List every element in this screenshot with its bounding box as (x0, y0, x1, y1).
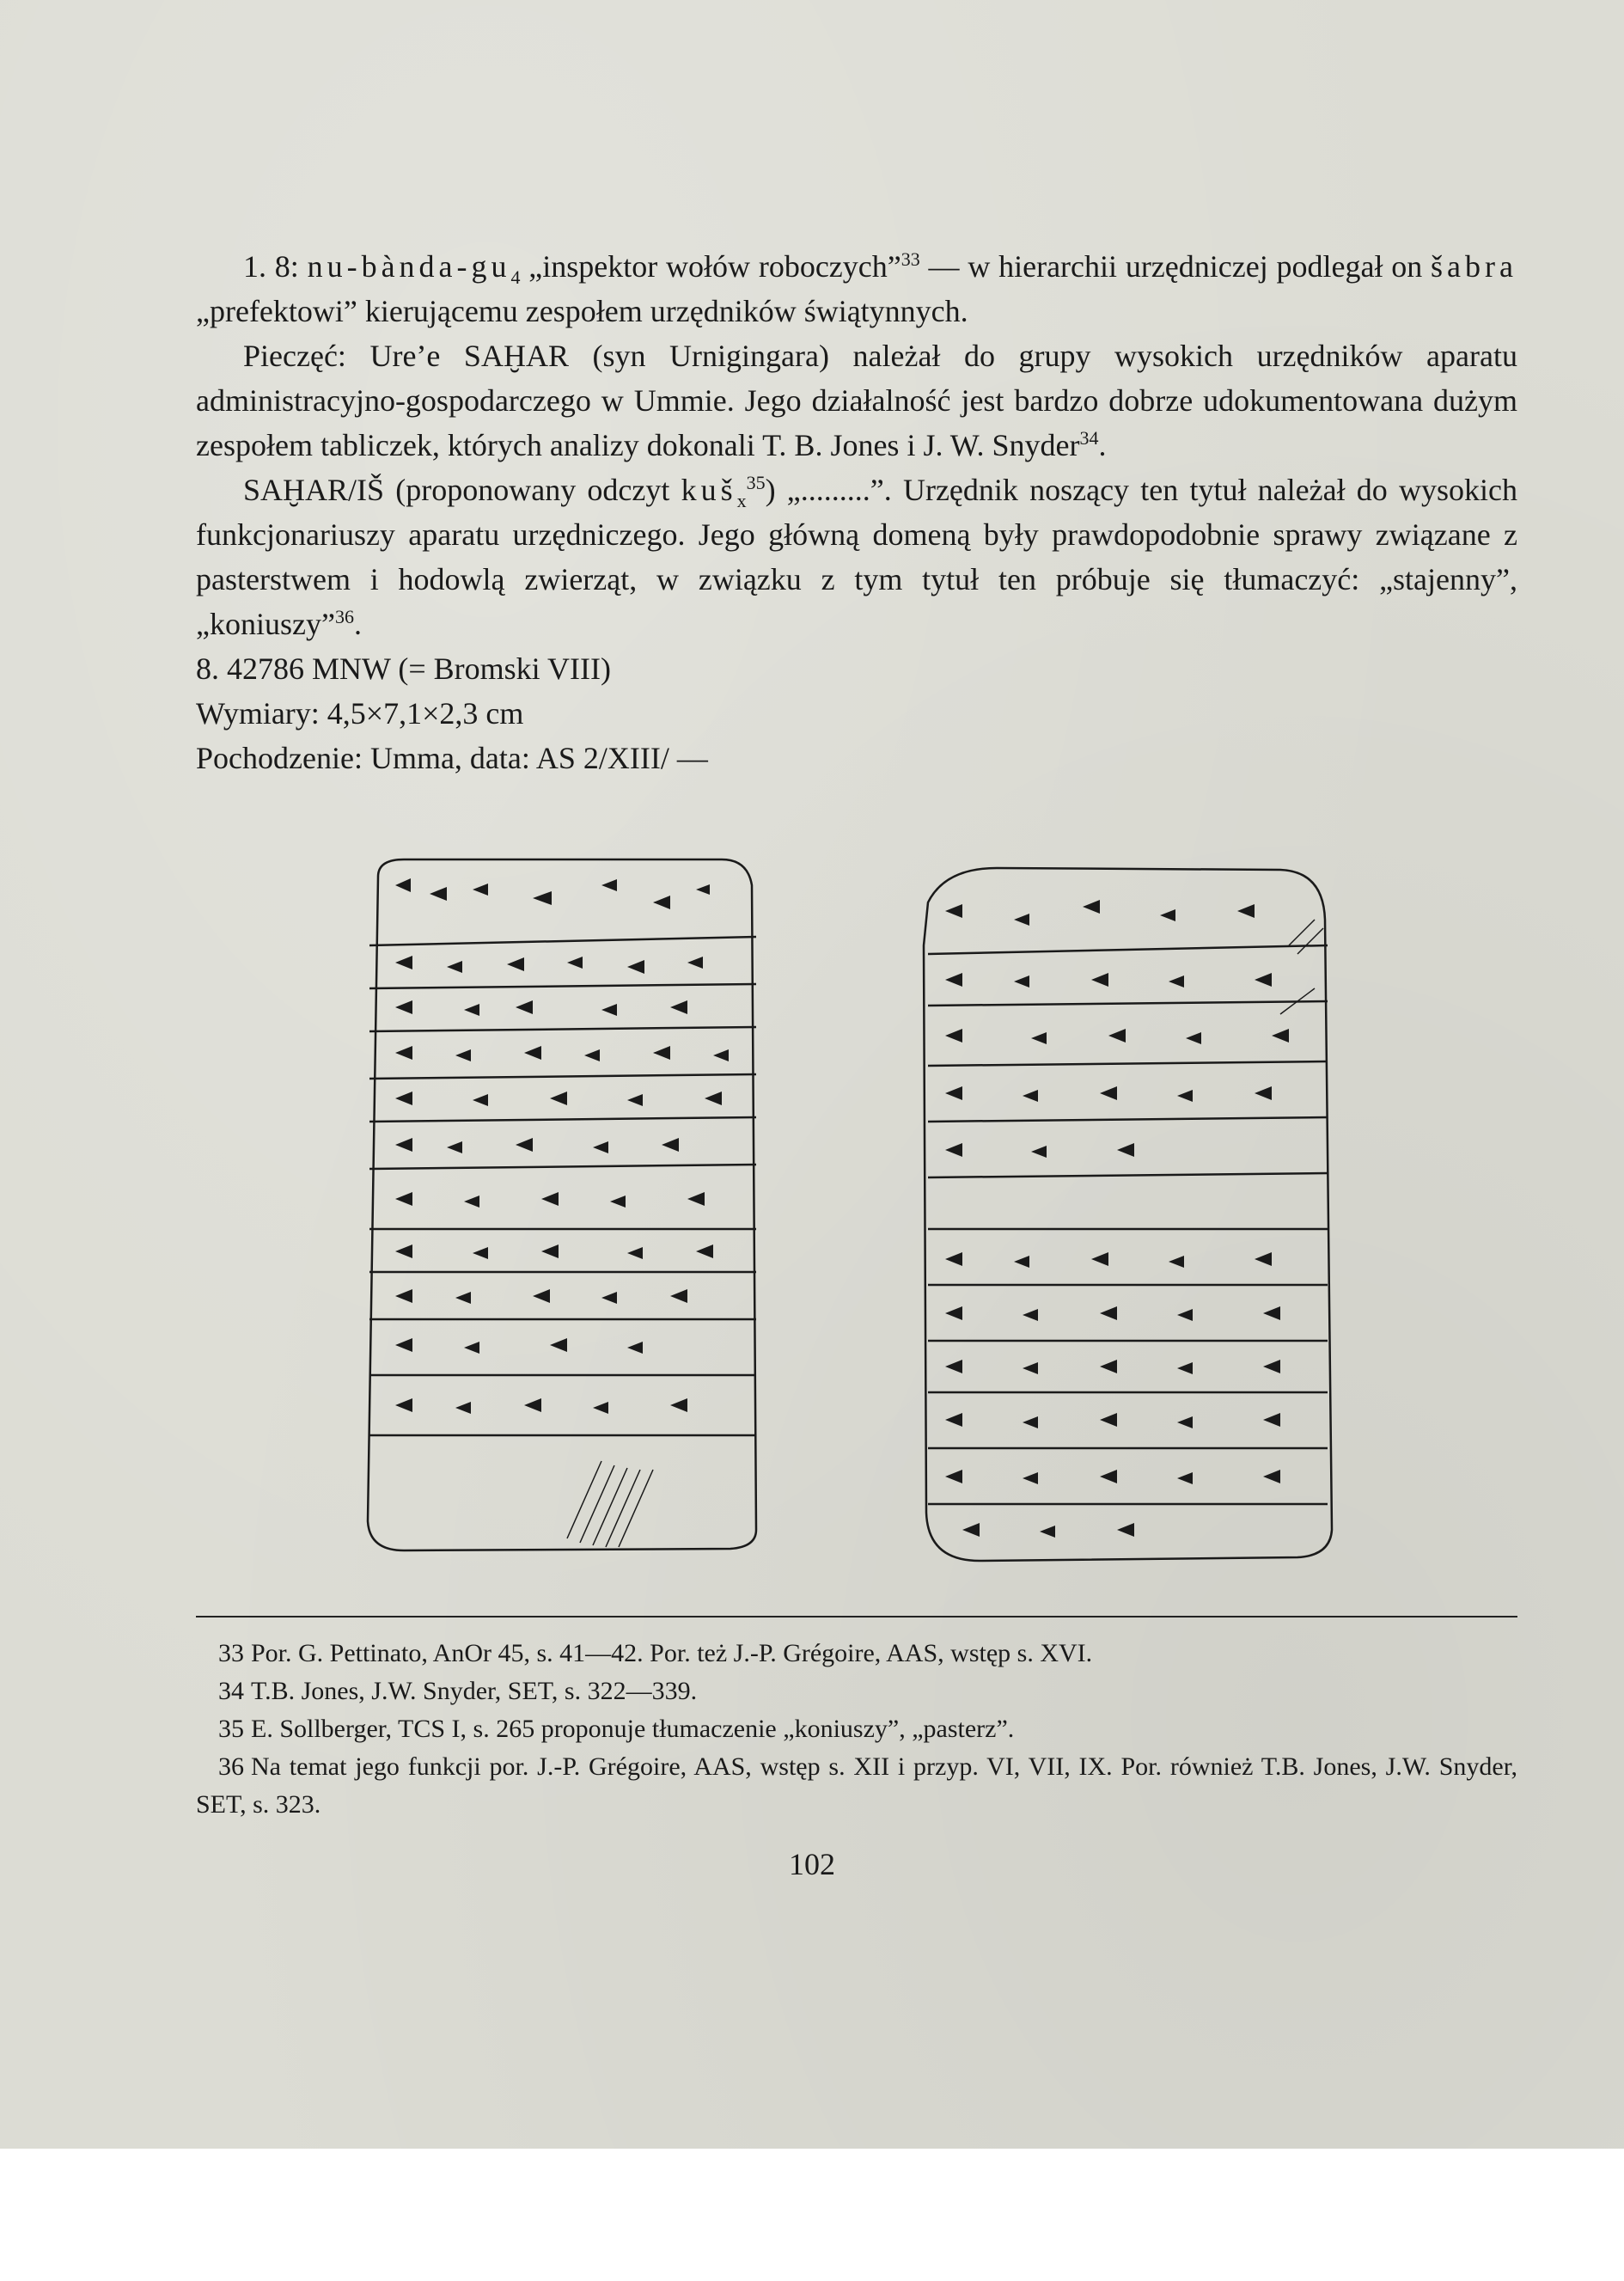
footnote-ref[interactable]: 35 (746, 472, 766, 493)
body-text (196, 244, 1517, 646)
paragraph-2: Pieczęć: Ure’e SAḪAR (syn Urnigingara) należał do grupy wysokich urzędników aparatu administracyjno-gospodarczego w Ummie. Jego działalność jest bardzo dobrze udokumentowana dużym zespołem tabliczek, których analizy dokonali T. B. Jones i J. W. Snyder$^{34}$. (196, 339, 1517, 462)
entry-provenance: Pochodzenie: Umma, data: AS 2/XIII/ — (196, 741, 708, 775)
footnotes (196, 1635, 1517, 1824)
paragraph-3: SAḪAR/IŠ (proponowany odczyt kuš$_x^{35}$) „.........”. Urzędnik noszący ten tytuł należał do wysokich funkcjonariuszy aparatu urzędniczego. Jego główną domeną były prawdopodobnie sprawy związane z pasterstwem i hodowlą zwierząt, w związku z tym tytuł ten próbuje się tłumaczyć: „stajenny”, „koniuszy”$^{36}$. (196, 472, 1517, 641)
viewer-footer (0, 2149, 1624, 2281)
footnote-ref[interactable]: 36 (334, 606, 354, 627)
entry-number: 8. 42786 MNW (= Bromski VIII) (196, 651, 611, 686)
catalogue-entry (196, 646, 1517, 780)
page-number: 102 (789, 1847, 835, 1881)
tablet-rule (369, 937, 756, 945)
tablet-reverse-outline (924, 868, 1332, 1561)
paragraph-1: 1. 8: $nu-bànda-gu_4$ „inspektor wołów roboczych”$^{33}$ — w hierarchii urzędniczej podlegał on šabra „prefektowi” kierującemu zespołem urzędników świątynnych. (196, 248, 1517, 328)
damaged-area-hatching (567, 1461, 653, 1547)
cuneiform-tablet-drawing (344, 825, 1375, 1581)
footnote-36: 36 Na temat jego funkcji por. J.-P. Grégoire, AAS, wstęp s. XII i przyp. VI, VII, IX. Por. również T.B. Jones, J.W. Snyder, SET, s. 323. (196, 1752, 1517, 1819)
footnote-separator (196, 1616, 1517, 1617)
footnote-ref[interactable]: 33 (901, 248, 920, 270)
footnote-35: 35 E. Sollberger, TCS I, s. 265 proponuje tłumaczenie „koniuszy”, „pasterz”. (218, 1715, 1015, 1743)
footnote-34: 34 T.B. Jones, J.W. Snyder, SET, s. 322—339. (218, 1677, 698, 1705)
entry-dimensions: Wymiary: 4,5×7,1×2,3 cm (196, 696, 524, 731)
footnote-33: 33 Por. G. Pettinato, AnOr 45, s. 41—42. Por. też J.-P. Grégoire, AAS, wstęp s. XVI. (218, 1639, 1093, 1667)
footnote-ref[interactable]: 34 (1079, 427, 1099, 449)
